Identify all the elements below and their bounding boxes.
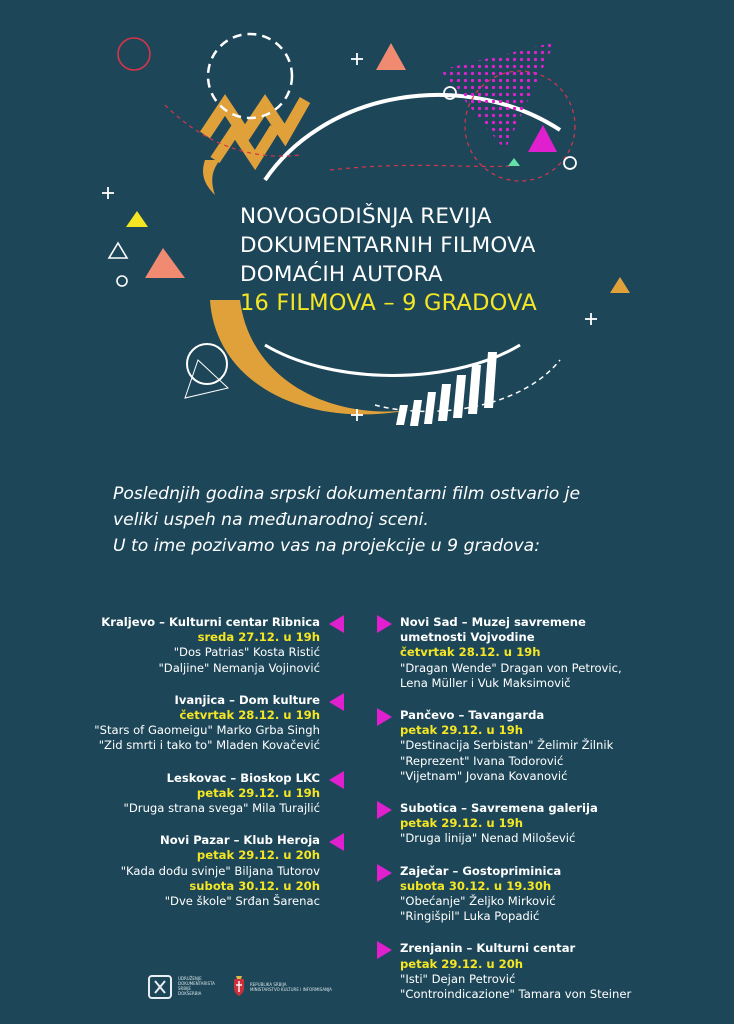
screening-date: petak 29.12. u 19h [400,723,524,738]
red-circle-icon [118,38,150,70]
schedule-right-column [400,615,631,1019]
film-title: "Obećanje" Željko Mirković [400,894,556,909]
arrow-right-icon [377,864,392,882]
screening-date: petak 29.12. u 19h [196,785,320,800]
film-title: Lena Müller i Vuk Maksimovič [400,675,571,690]
outline-triangle-icon [109,243,127,258]
magenta-triangle-icon [528,125,557,152]
serbia-coat-of-arms-icon [232,975,246,997]
title-line-1: NOVOGODIŠNJA REVIJA [240,204,492,229]
arrow-left-icon [329,771,344,789]
small-circle-left-icon [117,276,127,286]
film-title: "Ringišpil" Luka Popadić [400,909,540,924]
screening-date: petak 29.12. u 19h [400,816,524,831]
venue-name: Ivanjica – Dom kulture [174,692,320,707]
screening-date: četvrtak 28.12. u 19h [400,645,541,660]
screening-date: sreda 27.12. u 19h [197,630,320,645]
poster-title [240,202,537,318]
film-title: "Daljine" Nemanja Vojinović [158,660,320,675]
venue-novi-pazar [94,833,320,909]
title-line-3: DOMAĆIH AUTORA [240,262,443,287]
arrow-right-icon [377,615,392,633]
venue-leskovac [94,771,320,817]
venue-name: Subotica – Savremena galerija [400,801,598,816]
schedule-left-column [94,615,320,926]
film-title: "Dve škole" Srđan Šarenac [164,894,320,909]
film-title: "Kada dođu svinje" Biljana Tutorov [120,863,320,878]
yellow-triangle-icon [126,211,148,227]
coral-triangle-left-icon [145,248,185,278]
film-title: "Vijetnam" Jovana Kovanović [400,768,568,783]
screening-date: petak 29.12. u 20h [196,848,320,863]
dokserbia-logo-text [178,976,215,996]
venue-zrenjanin [400,941,631,1002]
dashed-circle-white [208,34,292,118]
ministry-logo-text [250,982,332,992]
film-title: "Druga strana svega" Mila Turajlić [123,801,320,816]
intro-text [113,481,673,559]
venue-name: umetnosti Vojvodine [400,630,535,645]
venue-pancevo [400,708,631,784]
title-highlight: 16 FILMOVA – 9 GRADOVA [240,290,537,316]
film-title: "Controindicazione" Tamara von Steiner [400,987,632,1002]
venue-ivanjica [94,693,320,754]
film-title: "Destinacija Serbistan" Želimir Žilnik [400,738,614,753]
gold-crescent-small-icon [203,160,220,195]
white-circle-outline [187,344,227,384]
film-title: "Druga linija" Nenad Milošević [400,831,576,846]
logo-text-line: MINISTARSTVO KULTURE I INFORMISANJA [250,987,332,992]
arrow-left-icon [329,693,344,711]
film-title: "Stars of Gaomeigu" Marko Grba Singh [94,723,320,738]
intro-line-1: Poslednjih godina srpski dokumentarni film ostvario je [113,484,581,504]
arrow-right-icon [377,708,392,726]
venue-name: Novi Pazar – Klub Heroja [160,833,320,848]
film-title: "Dos Patrias" Kosta Ristić [173,645,320,660]
logo-text-line: REPUBLIKA SRBIJA [250,982,287,987]
film-title: "Dragan Wende" Dragan von Petrovic, [400,660,622,675]
logo-text-line: DOKUMENTARISTA [178,981,215,986]
green-triangle-icon [508,158,520,166]
venue-subotica [400,801,631,847]
white-arc-bottom-icon [265,345,520,375]
logo-text-line: DOKSERBIA [178,991,202,996]
film-title: "Reprezent" Ivana Todorović [400,753,564,768]
film-title: "Zid smrti i tako to" Mladen Kovačević [98,738,320,753]
arrow-right-icon [377,941,392,959]
arrow-right-icon [377,801,392,819]
title-line-2: DOKUMENTARNIH FILMOVA [240,233,536,258]
small-circle-right-icon [564,157,576,169]
venue-name: Kraljevo – Kulturni centar Ribnica [101,615,320,629]
intro-line-3: U to ime pozivamo vas na projekcije u 9 gradova: [113,536,540,556]
venue-zajecar [400,864,631,925]
venue-name: Novi Sad – Muzej savremene [400,615,586,629]
screening-date: četvrtak 28.12. u 19h [179,708,320,723]
gold-triangle-right-icon [610,277,630,293]
screening-date: subota 30.12. u 20h [189,878,320,893]
dokserbia-logo-icon [148,975,172,999]
arrow-left-icon [329,615,344,633]
venue-novi-sad [400,615,631,691]
venue-name: Pančevo – Tavangarda [400,708,545,723]
red-dashed-line-2 [330,165,520,170]
screening-date: subota 30.12. u 19.30h [400,878,552,893]
arrow-left-icon [329,833,344,851]
screening-date: petak 29.12. u 20h [400,956,524,971]
film-title: "Isti" Dejan Petrović [400,971,516,986]
logo-text-line: UDRUŽENJE [178,976,202,981]
venue-kraljevo [94,615,320,676]
venue-name: Leskovac – Bioskop LKC [166,770,320,785]
coral-triangle-top-icon [376,43,406,70]
logo-text-line: SRBIJE [178,986,191,991]
venue-name: Zaječar – Gostopriminica [400,863,562,878]
intro-line-2: veliki uspeh na međunarodnoj sceni. [113,510,429,530]
venue-name: Zrenjanin – Kulturni centar [400,941,576,956]
